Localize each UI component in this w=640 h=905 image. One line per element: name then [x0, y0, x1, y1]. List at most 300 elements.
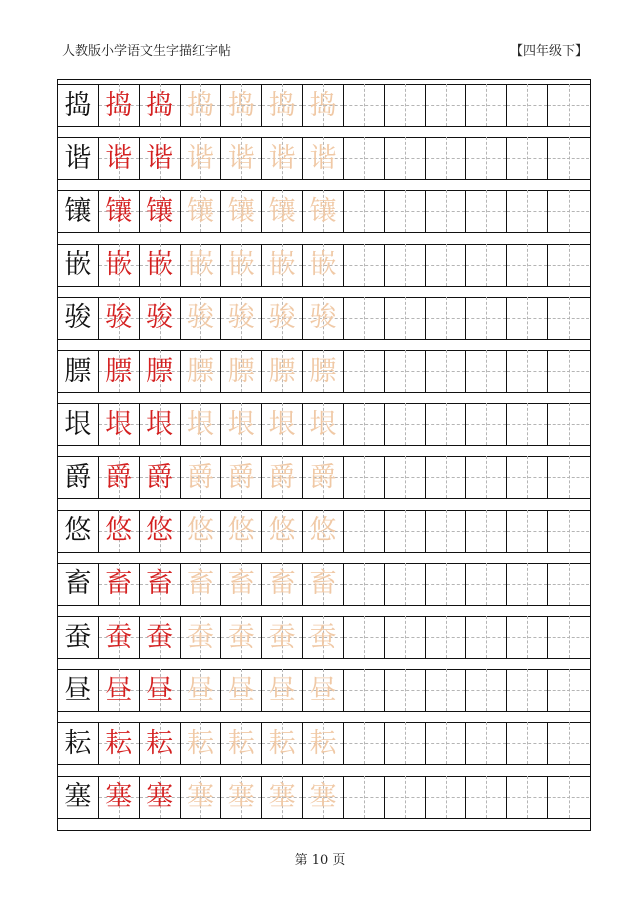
guide-line: [507, 318, 547, 319]
grid-cell: [548, 510, 589, 552]
grid-cell: [426, 456, 467, 498]
red-copy-character: 昼: [146, 674, 174, 706]
grid-cell: [466, 403, 507, 445]
trace-character: 畜: [268, 568, 296, 600]
guide-line: [426, 318, 466, 319]
practice-row: [58, 350, 590, 392]
trace-character: 畜: [227, 568, 255, 600]
guide-line: [426, 265, 466, 266]
red-copy-character: 爵: [146, 461, 174, 493]
guide-line: [426, 584, 466, 585]
model-character: 捣: [64, 89, 92, 121]
model-character: 骏: [64, 302, 92, 334]
red-copy-character: 塞: [105, 781, 133, 813]
grid-cell: [303, 350, 344, 392]
guide-line: [466, 424, 506, 425]
grid-cell: [466, 510, 507, 552]
trace-character: 塞: [309, 781, 337, 813]
grid-cell: [426, 722, 467, 764]
grid-cell: [385, 616, 426, 658]
grid-cell: [507, 137, 548, 179]
grid-cell: [507, 456, 548, 498]
guide-line: [426, 424, 466, 425]
trace-character: 爵: [268, 461, 296, 493]
trace-character: 捣: [268, 89, 296, 121]
red-copy-character: 垠: [146, 408, 174, 440]
row-line: [58, 498, 590, 499]
red-copy-character: 塞: [146, 781, 174, 813]
trace-character: 垠: [309, 408, 337, 440]
grid-cell: [140, 244, 181, 286]
red-copy-character: 悠: [105, 515, 133, 547]
grid-cell: [426, 403, 467, 445]
red-copy-character: 耘: [146, 727, 174, 759]
row-line: [58, 445, 590, 446]
trace-character: 谐: [268, 142, 296, 174]
trace-character: 骏: [309, 302, 337, 334]
red-copy-character: 捣: [146, 89, 174, 121]
grid-cell: [58, 137, 99, 179]
grid-cell: [99, 84, 140, 126]
grid-cell: [385, 456, 426, 498]
guide-line: [426, 477, 466, 478]
grid-cell: [181, 616, 222, 658]
trace-character: 塞: [186, 781, 214, 813]
grid-cell: [221, 616, 262, 658]
model-character: 昼: [64, 674, 92, 706]
grid-cell: [181, 190, 222, 232]
grid-cell: [99, 403, 140, 445]
red-copy-character: 谐: [146, 142, 174, 174]
model-character: 垠: [64, 408, 92, 440]
practice-row: [58, 84, 590, 126]
grid-cell: [58, 84, 99, 126]
grid-cell: [181, 510, 222, 552]
guide-line: [507, 637, 547, 638]
grid-cell: [548, 84, 589, 126]
grid-cell: [385, 137, 426, 179]
grid-cell: [221, 722, 262, 764]
practice-grid: [57, 79, 591, 831]
row-line: [58, 818, 590, 819]
grid-cell: [58, 510, 99, 552]
grid-cell: [99, 776, 140, 818]
row-line: [58, 764, 590, 765]
guide-line: [385, 743, 425, 744]
grid-cell: [262, 403, 303, 445]
grid-cell: [262, 669, 303, 711]
grid-cell: [140, 722, 181, 764]
grid-cell: [548, 403, 589, 445]
grid-cell: [507, 510, 548, 552]
grid-cell: [507, 722, 548, 764]
guide-line: [344, 477, 384, 478]
guide-line: [426, 690, 466, 691]
row-line: [58, 339, 590, 340]
grid-cell: [140, 190, 181, 232]
grid-cell: [548, 563, 589, 605]
grid-cell: [303, 776, 344, 818]
grid-cell: [426, 616, 467, 658]
grid-cell: [262, 297, 303, 339]
red-copy-character: 膘: [105, 355, 133, 387]
grid-cell: [262, 456, 303, 498]
grid-cell: [344, 403, 385, 445]
trace-character: 骏: [227, 302, 255, 334]
guide-line: [385, 158, 425, 159]
grid-cell: [181, 297, 222, 339]
grid-cell: [262, 776, 303, 818]
guide-line: [548, 211, 589, 212]
grid-cell: [303, 456, 344, 498]
trace-character: 嵌: [186, 249, 214, 281]
grid-cell: [507, 244, 548, 286]
trace-character: 悠: [268, 515, 296, 547]
practice-row: [58, 722, 590, 764]
practice-row: [58, 190, 590, 232]
grid-cell: [344, 84, 385, 126]
guide-line: [466, 265, 506, 266]
grid-cell: [99, 669, 140, 711]
guide-line: [507, 531, 547, 532]
grid-cell: [507, 403, 548, 445]
grid-cell: [303, 403, 344, 445]
guide-line: [426, 371, 466, 372]
guide-line: [507, 105, 547, 106]
red-copy-character: 捣: [105, 89, 133, 121]
grid-cell: [262, 137, 303, 179]
red-copy-character: 镶: [146, 195, 174, 227]
trace-character: 捣: [309, 89, 337, 121]
grid-cell: [221, 403, 262, 445]
row-line: [58, 605, 590, 606]
trace-character: 昼: [309, 674, 337, 706]
guide-line: [548, 477, 589, 478]
trace-character: 捣: [227, 89, 255, 121]
grid-cell: [140, 510, 181, 552]
row-line: [58, 126, 590, 127]
guide-line: [507, 371, 547, 372]
grid-cell: [99, 190, 140, 232]
guide-line: [426, 637, 466, 638]
grid-cell: [548, 616, 589, 658]
trace-character: 昼: [227, 674, 255, 706]
trace-character: 蚕: [227, 621, 255, 653]
trace-character: 垠: [227, 408, 255, 440]
guide-line: [426, 797, 466, 798]
guide-line: [548, 531, 589, 532]
row-line: [58, 179, 590, 180]
grid-cell: [466, 776, 507, 818]
guide-line: [426, 531, 466, 532]
guide-line: [426, 105, 466, 106]
grid-cell: [385, 297, 426, 339]
guide-line: [507, 743, 547, 744]
trace-character: 耘: [268, 727, 296, 759]
grid-cell: [385, 403, 426, 445]
guide-line: [466, 690, 506, 691]
page-number: 第 10 页: [294, 853, 346, 868]
trace-character: 塞: [268, 781, 296, 813]
guide-line: [344, 158, 384, 159]
grid-cell: [303, 510, 344, 552]
red-copy-character: 膘: [146, 355, 174, 387]
trace-character: 膘: [227, 355, 255, 387]
page-header: [62, 40, 588, 58]
trace-character: 谐: [227, 142, 255, 174]
model-character: 膘: [64, 355, 92, 387]
guide-line: [344, 584, 384, 585]
trace-character: 悠: [227, 515, 255, 547]
model-character: 畜: [64, 568, 92, 600]
grid-cell: [344, 616, 385, 658]
grid-cell: [466, 84, 507, 126]
trace-character: 昼: [268, 674, 296, 706]
grid-cell: [181, 403, 222, 445]
guide-line: [548, 265, 589, 266]
practice-row: [58, 776, 590, 818]
grid-cell: [58, 669, 99, 711]
grid-cell: [385, 669, 426, 711]
trace-character: 爵: [227, 461, 255, 493]
grid-cell: [181, 722, 222, 764]
guide-line: [344, 371, 384, 372]
grid-cell: [466, 244, 507, 286]
row-line: [58, 232, 590, 233]
grid-cell: [140, 669, 181, 711]
grid-cell: [221, 244, 262, 286]
grid-cell: [426, 84, 467, 126]
grid-cell: [548, 669, 589, 711]
grid-cell: [507, 297, 548, 339]
grid-cell: [466, 722, 507, 764]
guide-line: [344, 531, 384, 532]
practice-row: [58, 403, 590, 445]
grid-cell: [303, 84, 344, 126]
guide-line: [344, 690, 384, 691]
red-copy-character: 爵: [105, 461, 133, 493]
guide-line: [385, 584, 425, 585]
model-character: 耘: [64, 727, 92, 759]
grid-cell: [466, 669, 507, 711]
model-character: 蚕: [64, 621, 92, 653]
grid-cell: [99, 722, 140, 764]
grid-cell: [303, 244, 344, 286]
red-copy-character: 嵌: [105, 249, 133, 281]
model-character: 悠: [64, 515, 92, 547]
grid-cell: [303, 616, 344, 658]
grid-cell: [181, 84, 222, 126]
guide-line: [507, 477, 547, 478]
grid-cell: [303, 563, 344, 605]
practice-row: [58, 669, 590, 711]
grid-cell: [221, 563, 262, 605]
grid-cell: [262, 722, 303, 764]
trace-character: 膘: [186, 355, 214, 387]
practice-row: [58, 510, 590, 552]
grid-cell: [385, 776, 426, 818]
grid-cell: [426, 669, 467, 711]
red-copy-character: 骏: [105, 302, 133, 334]
grid-cell: [58, 350, 99, 392]
grid-cell: [181, 137, 222, 179]
grid-cell: [385, 350, 426, 392]
grid-cell: [303, 297, 344, 339]
grid-cell: [385, 84, 426, 126]
row-line: [58, 552, 590, 553]
trace-character: 谐: [309, 142, 337, 174]
guide-line: [507, 158, 547, 159]
grid-cell: [385, 244, 426, 286]
grid-cell: [548, 776, 589, 818]
trace-character: 蚕: [309, 621, 337, 653]
grid-cell: [140, 776, 181, 818]
grid-cell: [262, 616, 303, 658]
grid-cell: [507, 190, 548, 232]
grid-cell: [548, 350, 589, 392]
grid-cell: [548, 456, 589, 498]
grid-cell: [262, 84, 303, 126]
grid-cell: [507, 350, 548, 392]
grid-cell: [344, 190, 385, 232]
grid-cell: [181, 669, 222, 711]
guide-line: [344, 637, 384, 638]
trace-character: 畜: [186, 568, 214, 600]
practice-row: [58, 616, 590, 658]
trace-character: 畜: [309, 568, 337, 600]
trace-character: 爵: [186, 461, 214, 493]
page-title: 人教版小学语文生字描红字帖: [62, 44, 232, 59]
grid-cell: [548, 722, 589, 764]
practice-row: [58, 563, 590, 605]
guide-line: [466, 105, 506, 106]
guide-line: [548, 371, 589, 372]
grid-cell: [140, 616, 181, 658]
red-copy-character: 谐: [105, 142, 133, 174]
trace-character: 悠: [186, 515, 214, 547]
grid-cell: [303, 669, 344, 711]
grid-cell: [385, 563, 426, 605]
grid-cell: [58, 244, 99, 286]
grid-cell: [344, 669, 385, 711]
guide-line: [385, 211, 425, 212]
grid-cell: [58, 190, 99, 232]
grid-cell: [344, 776, 385, 818]
grid-cell: [221, 137, 262, 179]
grid-cell: [99, 297, 140, 339]
trace-character: 镶: [227, 195, 255, 227]
guide-line: [507, 265, 547, 266]
grid-cell: [58, 563, 99, 605]
red-copy-character: 昼: [105, 674, 133, 706]
grid-cell: [181, 456, 222, 498]
grid-cell: [426, 297, 467, 339]
guide-line: [507, 584, 547, 585]
grid-cell: [99, 350, 140, 392]
grid-cell: [221, 297, 262, 339]
guide-line: [385, 424, 425, 425]
grid-cell: [99, 616, 140, 658]
grid-cell: [303, 722, 344, 764]
grid-cell: [466, 137, 507, 179]
grid-cell: [344, 722, 385, 764]
grid-cell: [140, 137, 181, 179]
grid-cell: [344, 563, 385, 605]
grid-cell: [58, 776, 99, 818]
grid-cell: [262, 190, 303, 232]
grid-cell: [262, 350, 303, 392]
grid-cell: [385, 510, 426, 552]
trace-character: 膘: [268, 355, 296, 387]
guide-line: [466, 318, 506, 319]
grid-cell: [221, 669, 262, 711]
grid-cell: [99, 563, 140, 605]
practice-row: [58, 137, 590, 179]
grid-cell: [181, 776, 222, 818]
grid-cell: [140, 456, 181, 498]
grid-cell: [181, 244, 222, 286]
model-character: 爵: [64, 461, 92, 493]
grid-cell: [221, 510, 262, 552]
grade-label: 【四年级下】: [509, 44, 588, 59]
red-copy-character: 垠: [105, 408, 133, 440]
practice-row: [58, 456, 590, 498]
red-copy-character: 蚕: [146, 621, 174, 653]
grid-cell: [426, 776, 467, 818]
model-character: 塞: [64, 781, 92, 813]
grid-cell: [99, 137, 140, 179]
grid-cell: [99, 510, 140, 552]
grid-cell: [466, 350, 507, 392]
row-line: [58, 658, 590, 659]
guide-line: [344, 211, 384, 212]
grid-cell: [262, 510, 303, 552]
grid-cell: [58, 722, 99, 764]
guide-line: [548, 690, 589, 691]
guide-line: [466, 637, 506, 638]
guide-line: [385, 477, 425, 478]
guide-line: [385, 690, 425, 691]
grid-cell: [466, 190, 507, 232]
guide-line: [344, 424, 384, 425]
trace-character: 镶: [268, 195, 296, 227]
trace-character: 膘: [309, 355, 337, 387]
guide-line: [385, 637, 425, 638]
guide-line: [466, 211, 506, 212]
grid-cell: [344, 137, 385, 179]
guide-line: [466, 584, 506, 585]
guide-line: [385, 531, 425, 532]
grid-cell: [99, 456, 140, 498]
guide-line: [548, 105, 589, 106]
guide-line: [507, 211, 547, 212]
guide-line: [548, 584, 589, 585]
practice-row: [58, 244, 590, 286]
trace-character: 耘: [309, 727, 337, 759]
grid-cell: [507, 616, 548, 658]
grid-cell: [426, 190, 467, 232]
trace-character: 骏: [186, 302, 214, 334]
grid-cell: [507, 563, 548, 605]
red-copy-character: 畜: [105, 568, 133, 600]
guide-line: [548, 158, 589, 159]
guide-line: [507, 797, 547, 798]
row-line: [58, 711, 590, 712]
grid-cell: [140, 350, 181, 392]
grid-cell: [99, 244, 140, 286]
grid-cell: [221, 456, 262, 498]
trace-character: 蚕: [186, 621, 214, 653]
